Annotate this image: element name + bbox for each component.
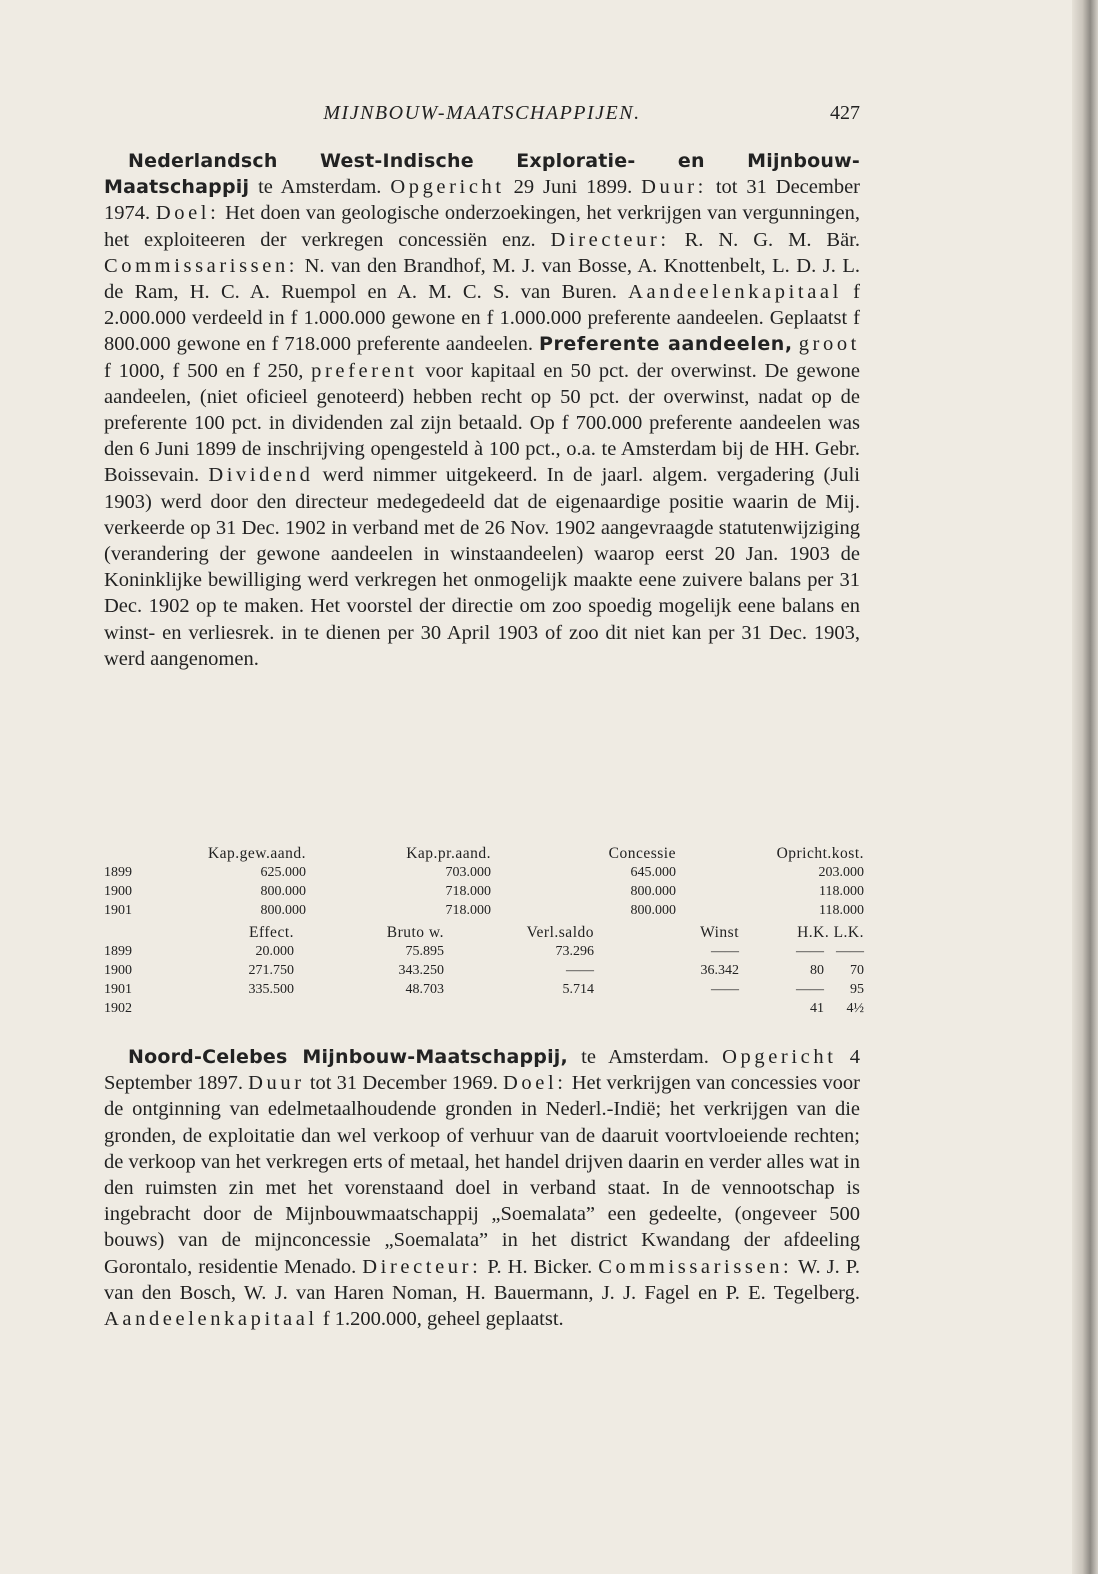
table-cell [594,999,739,1018]
table-cell: —— [711,982,739,997]
column-header: Verl.saldo [526,924,594,941]
table-row [104,980,864,999]
field-label: Duur [248,1072,305,1095]
table-cell: —— [836,944,864,959]
table-cell [164,999,294,1018]
table-cell: 718.000 [445,903,491,918]
field-label: Commissarissen: [104,254,299,277]
column-header: Kap.pr.aand. [406,845,491,862]
page-edge [1072,0,1098,1574]
table-cell: 800.000 [630,884,676,899]
table-cell: 73.296 [555,944,594,959]
table-row [104,961,864,980]
year-cell: 1899 [104,944,132,959]
entry-noord-celebes: Noord-Celebes Mijnbouw-Maatschappij, te Amsterdam. Opgericht 4 September 1897. Duur tot 31 December 1969. Doel: Het verkrijgen van concessies voor de ontginning van edelmetaalhoudende gronden in Nederl.-Indië; het verkrijgen van die gronden, de exploitatie dan wel verkoop of verhuur van de daaruit voortvloeiende rechten; de verkoop van het verkregen erts of metaal, het handel drijven daarin en verder alles wat in den ruimsten zin met het vorenstaand doel in verband staat. In de vennootschap is ingebracht door de Mijnbouwmaatschappij „Soemalata” een gedeelte, (ongeveer 500 bouws) van de mijnconcessie „Soemalata” in het district Kwandang der afdeeling Gorontalo, residentie Menado. Directeur: P. H. Bicker. Commissarissen: W. J. P. van den Bosch, W. J. van Haren Noman, H. Bauermann, J. J. Fagel en P. E. Tegelberg. Aandeelenkapitaal f 1.200.000, geheel geplaatst. [104,1046,861,1331]
table-cell: 20.000 [255,944,294,959]
table-row [104,999,864,1018]
table-cell: 203.000 [818,865,864,880]
field-label: Opgericht [722,1046,837,1068]
table-cell: 118.000 [819,903,864,918]
table-row [104,863,864,882]
table-cell: 48.703 [405,982,444,997]
field-label: Doel: [155,202,220,225]
results-table [104,923,864,1018]
running-title: MIJNBOUW-MAATSCHAPPIJEN. [323,102,641,124]
table-cell: 41 [810,1001,824,1016]
table-cell: 75.895 [405,944,444,959]
table-cell: 118.000 [819,884,864,899]
company-name: Noord-Celebes Mijnbouw-Maatschappij, [128,1046,568,1068]
field-label: Commissarissen: [598,1255,793,1278]
column-header: Opricht.kost. [776,845,864,862]
table-cell: 800.000 [630,903,676,918]
table-cell: 343.250 [398,963,444,978]
page-header [104,96,860,136]
table-cell: 645.000 [630,865,676,880]
table-cell: —— [711,944,739,959]
table-cell: 625.000 [260,865,306,880]
field-label: Aandeelenkapitaal [628,281,842,304]
column-header: Kap.gew.aand. [207,845,306,862]
table-cell [444,999,594,1018]
table-cell: 5.714 [562,982,594,997]
column-header: H.K. L.K. [797,924,864,941]
year-cell: 1901 [104,982,132,997]
table-cell: 718.000 [445,884,491,899]
entry-nwi-exploratie: Nederlandsch West-Indische Exploratie- en Mijnbouw-Maatschappij te Amsterdam. Opgericht 29 Juni 1899. Duur: tot 31 December 1974. Doel: Het doen van geologische onderzoekingen, het verkrijgen van vergunningen, het exploiteeren der verkregen concessiën enz. Directeur: R. N. G. M. Bär. Commissarissen: N. van den Brandhof, M. J. van Bosse, A. Knottenbelt, L. D. J. L. de Ram, H. C. A. Ruempol en A. M. C. S. van Buren. Aandeelenkapitaal f 2.000.000 verdeeld in f 1.000.000 gewone en f 1.000.000 preferente aandeelen. Geplaatst f 800.000 gewone en f 718.000 preferente aandeelen. Preferente aandeelen, groot f 1000, f 500 en f 250, preferent voor kapitaal en 50 pct. der overwinst. De gewone aandeelen, (niet oficieel genoteerd) hebben recht op 50 pct. der overwinst, nadat op de preferente 100 pct. in dividenden zal zijn betaald. Op f 700.000 preferente aandeelen was den 6 Juni 1899 de inschrijving opengesteld à 100 pct., o.a. te Amsterdam bij de HH. Gebr. Boissevain. Dividend werd nimmer uitgekeerd. In de jaarl. algem. vergadering (Juli 1903) werd door den directeur medegedeeld dat de eigenaardige positie waarin de Mij. verkeerde op 31 Dec. 1902 in verband met de 26 Nov. 1902 aangevraagde statutenwijziging (verandering der gewone aandeelen in winstaandeelen) waarop eerst 20 Jan. 1903 de Koninklijke bewilliging werd verkregen het onmogelijk maakte eene zuivere balans per 31 Dec. 1902 op te maken. Het voorstel der directie om zoo spoedig mogelijk eene balans en winst- en verliesrek. in te dienen per 30 April 1903 of zoo dit niet kan per 31 Dec. 1903, werd aangenomen. [104,150,860,670]
table-header-row [104,844,864,863]
table-cell: 4½ [846,1001,864,1016]
table-cell: —— [796,982,824,997]
year-cell: 1902 [104,1001,132,1016]
column-header: Concessie [608,845,676,862]
table-row [104,882,864,901]
year-cell: 1901 [104,903,132,918]
table-cell: 800.000 [260,903,306,918]
field-label: groot [798,333,860,356]
field-label: Dividend [208,464,314,487]
field-label: preferent [311,359,418,382]
year-cell: 1900 [104,963,132,978]
table-cell [294,999,444,1018]
page-number: 427 [830,102,860,124]
field-label: Doel: [503,1072,567,1095]
table-cell: 271.750 [248,963,294,978]
company-name: Nederlandsch West-Indische Exploratie- en Mijnbouw-Maatschappij [104,150,860,199]
table-cell: 800.000 [260,884,306,899]
table-cell: 80 [810,963,824,978]
table-cell: 36.342 [700,963,739,978]
balance-table [104,844,864,920]
field-label: Directeur: [362,1255,482,1278]
field-label: Duur: [641,176,707,199]
table-cell: 335.500 [248,982,294,997]
field-label: Preferente aandeelen, [538,333,793,356]
field-label: Directeur: [550,228,670,251]
field-label: Opgericht [390,176,505,199]
year-cell: 1900 [104,884,132,899]
table-cell: —— [796,944,824,959]
table-cell: —— [566,963,594,978]
table-cell: 70 [850,963,864,978]
field-label: Aandeelenkapitaal [104,1308,318,1331]
book-page [104,96,864,1331]
table-row [104,901,864,920]
table-header-row [104,923,864,942]
table-cell: 95 [850,982,864,997]
column-header: Winst [700,924,739,941]
column-header: Effect. [249,924,294,941]
column-header: Bruto w. [386,924,444,941]
table-cell: 703.000 [445,865,491,880]
year-cell: 1899 [104,865,132,880]
table-row [104,942,864,961]
